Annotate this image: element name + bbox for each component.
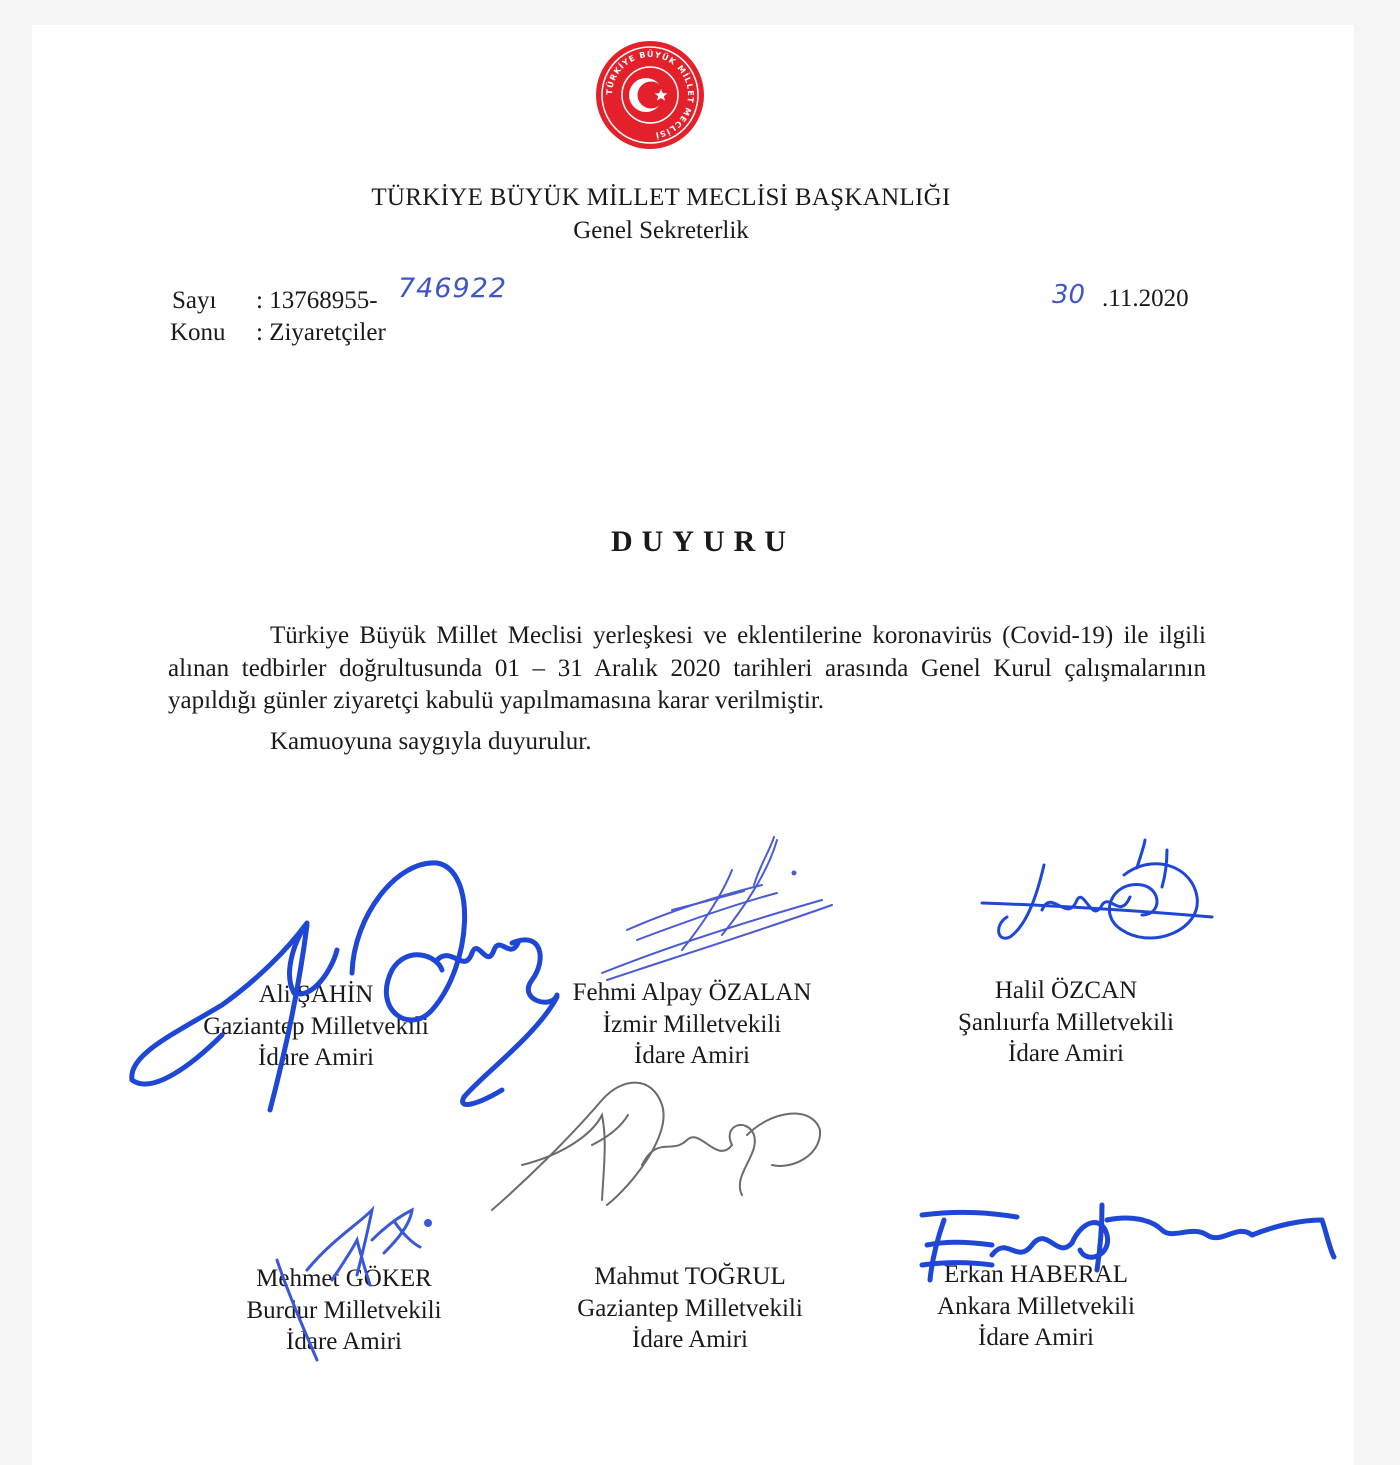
date-printed: .11.2020 — [1102, 285, 1189, 312]
date-handwritten-day: 30 — [1052, 280, 1086, 310]
signatory-name: Halil ÖZCAN — [994, 977, 1138, 1004]
signature-mahmut-togrul — [492, 1083, 820, 1210]
signatory-role: İdare Amiri — [258, 1044, 374, 1071]
document-title — [32, 525, 1354, 559]
document-page — [32, 25, 1354, 1465]
department-name: Genel Sekreterlik — [573, 217, 749, 244]
seal-ring-text: TÜRKİYE BÜYÜK MİLLET MECLİSİ — [604, 49, 696, 140]
signatory-name: Mehmet GÖKER — [256, 1265, 432, 1292]
signatory-province: Ankara Milletvekili — [937, 1292, 1135, 1320]
institution-heading — [32, 184, 1354, 212]
signatory-role: İdare Amiri — [1008, 1040, 1124, 1067]
signatory-name: Ali ŞAHİN — [258, 981, 374, 1008]
sayi-label: Sayı — [172, 287, 217, 314]
signatory-province: İzmir Milletvekili — [602, 1010, 782, 1038]
signatory-block-erkan-haberal — [876, 1259, 1196, 1354]
tbmm-seal-logo — [594, 39, 706, 151]
signatory-name: Mahmut TOĞRUL — [594, 1263, 786, 1290]
konu-value: : Ziyaretçiler — [256, 319, 386, 346]
sayi-handwritten-number: 746922 — [398, 273, 508, 304]
konu-label: Konu — [170, 319, 226, 346]
signatory-role: İdare Amiri — [978, 1324, 1094, 1351]
institution-name: TÜRKİYE BÜYÜK MİLLET MECLİSİ BAŞKANLIĞI — [371, 184, 951, 211]
signatory-province: Gaziantep Milletvekili — [203, 1012, 429, 1040]
signatory-name: Erkan HABERAL — [944, 1261, 1128, 1288]
signatory-block-mehmet-goker — [184, 1263, 504, 1358]
signatory-province: Şanlıurfa Milletvekili — [958, 1008, 1174, 1036]
signatory-role: İdare Amiri — [632, 1326, 748, 1353]
signatory-block-mahmut-togrul — [530, 1261, 850, 1356]
signatory-name: Fehmi Alpay ÖZALAN — [572, 979, 812, 1006]
announcement-body — [168, 620, 1206, 718]
signatory-block-halil-ozcan — [906, 975, 1226, 1070]
sayi-value: : 13768955- — [256, 287, 378, 314]
signatory-role: İdare Amiri — [286, 1328, 402, 1355]
signatory-block-fehmi-alpay-ozalan — [532, 977, 852, 1072]
signatory-province: Burdur Milletvekili — [246, 1296, 442, 1324]
announcement-paragraph: Türkiye Büyük Millet Meclisi yerleşkesi ve eklentilerine koronavirüs (Covid-19) ile ilgili alınan tedbirler doğrultusunda 01 – 31 Aralık 2020 tarihleri arasında Genel Kurul çalışmalarının yapıldığı günler ziyaretçi kabulü yapılmamasına karar verilmiştir. — [168, 622, 1206, 714]
department-heading — [32, 217, 1354, 245]
signatory-province: Gaziantep Milletvekili — [577, 1294, 803, 1322]
closing-line: Kamuoyuna saygıyla duyurulur. — [270, 728, 592, 755]
signature-halil-ozcan — [982, 840, 1212, 938]
title-text: DUYURU — [611, 525, 795, 558]
signatory-role: İdare Amiri — [634, 1042, 750, 1069]
signature-fehmi-alpay-ozalan — [602, 837, 832, 980]
signatory-block-ali-sahin — [156, 979, 476, 1074]
